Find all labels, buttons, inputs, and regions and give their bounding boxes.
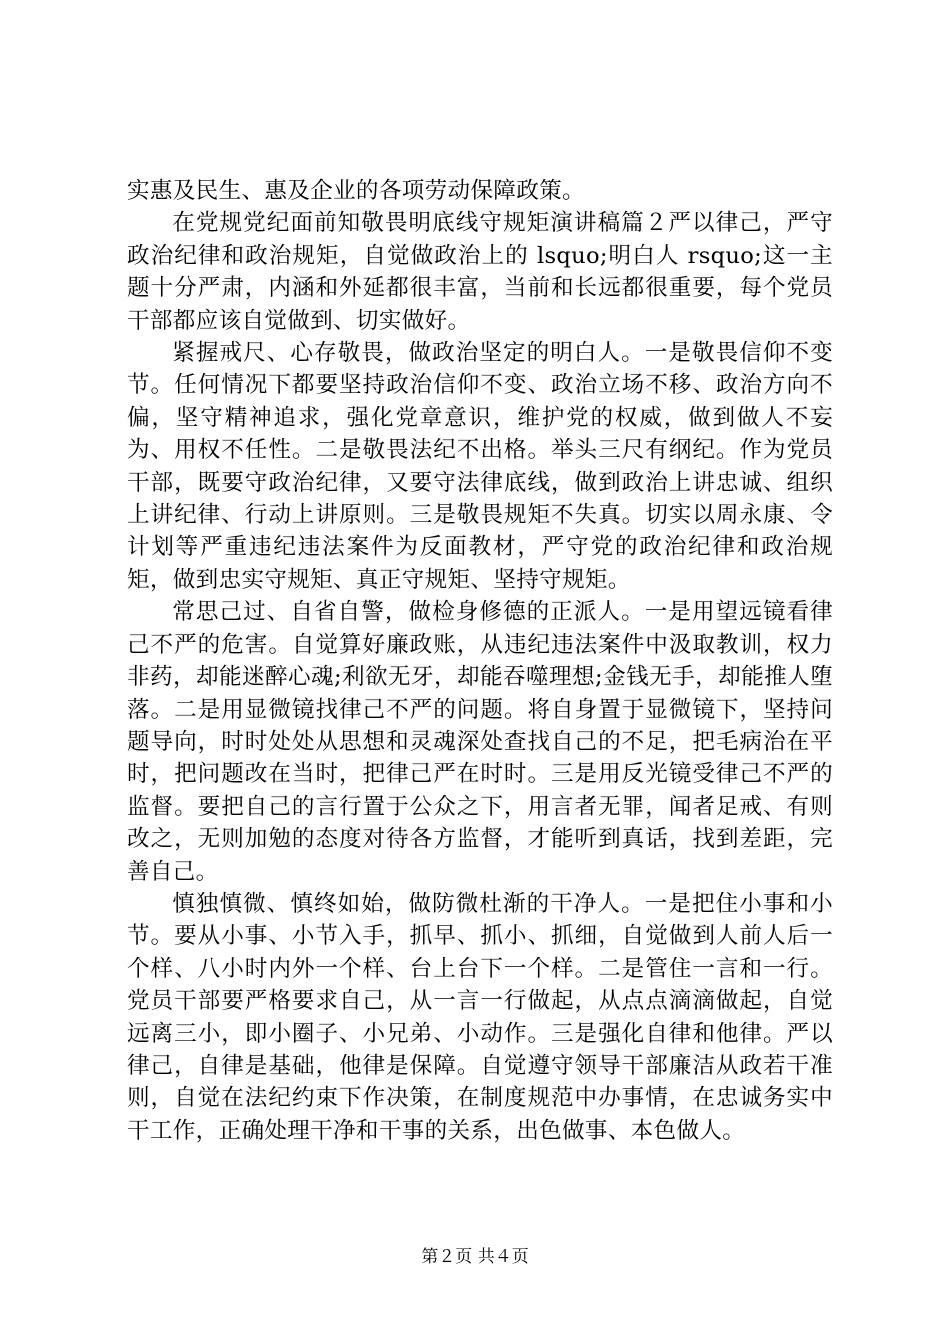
paragraph-intro: 在党规党纪面前知敬畏明底线守规矩演讲稿篇２严以律己，严守政治纪律和政治规矩，自觉做政治上的 lsquo;明白人 rsquo;这一主题十分严肃，内涵和外延都很丰富，当前和长远都很重要，每个党员干部都应该自觉做到、切实做好。: [127, 210, 833, 334]
page-footer: 第２页 共４页: [421, 1247, 529, 1267]
paragraph-section-3: 慎独慎微、慎终如始，做防微杜渐的干净人。一是把住小事和小节。要从小事、小节入手，抓早、抓小、抓细，自觉做到人前人后一个样、八小时内外一个样、台上台下一个样。二是管住一言和一行。党员干部要严格要求自己，从一言一行做起，从点点滴滴做起，自觉远离三小，即小圈子、小兄弟、小动作。三是强化自律和他律。严以律己，自律是基础，他律是保障。自觉遵守领导干部廉洁从政若干准则，自觉在法纪约束下作决策，在制度规范中办事情，在忠诚务实中干工作，正确处理干净和干事的关系，出色做事、本色做人。: [127, 890, 833, 1144]
paragraph-section-1: 紧握戒尺、心存敬畏，做政治坚定的明白人。一是敬畏信仰不变节。任何情况下都要坚持政治信仰不变、政治立场不移、政治方向不偏，坚守精神追求，强化党章意识，维护党的权威，做到做人不妄为、用权不任性。二是敬畏法纪不出格。举头三尺有纲纪。作为党员干部，既要守政治纪律，又要守法律底线，做到政治上讲忠诚、组织上讲纪律、行动上讲原则。三是敬畏规矩不失真。切实以周永康、令计划等严重违纪违法案件为反面教材，严守党的政治纪律和政治规矩，做到忠实守规矩、真正守规矩、坚持守规矩。: [127, 340, 833, 593]
document-body: [127, 175, 833, 1147]
paragraph-continuation: 实惠及民生、惠及企业的各项劳动保障政策。: [127, 178, 585, 204]
paragraph-section-2: 常思己过、自省自警，做检身修德的正派人。一是用望远镜看律己不严的危害。自觉算好廉政账，从违纪违法案件中汲取教训，权力非药，却能迷醉心魂;利欲无牙，却能吞噬理想;金钱无手，却能推人堕落。二是用显微镜找律己不严的问题。将自身置于显微镜下，坚持问题导向，时时处处从思想和灵魂深处查找自己的不足，把毛病治在平时，把问题改在当时，把律己严在时时。三是用反光镜受律己不严的监督。要把自己的言行置于公众之下，用言者无罪，闻者足戒、有则改之，无则加勉的态度对待各方监督，才能听到真话，找到差距，完善自己。: [127, 599, 833, 885]
